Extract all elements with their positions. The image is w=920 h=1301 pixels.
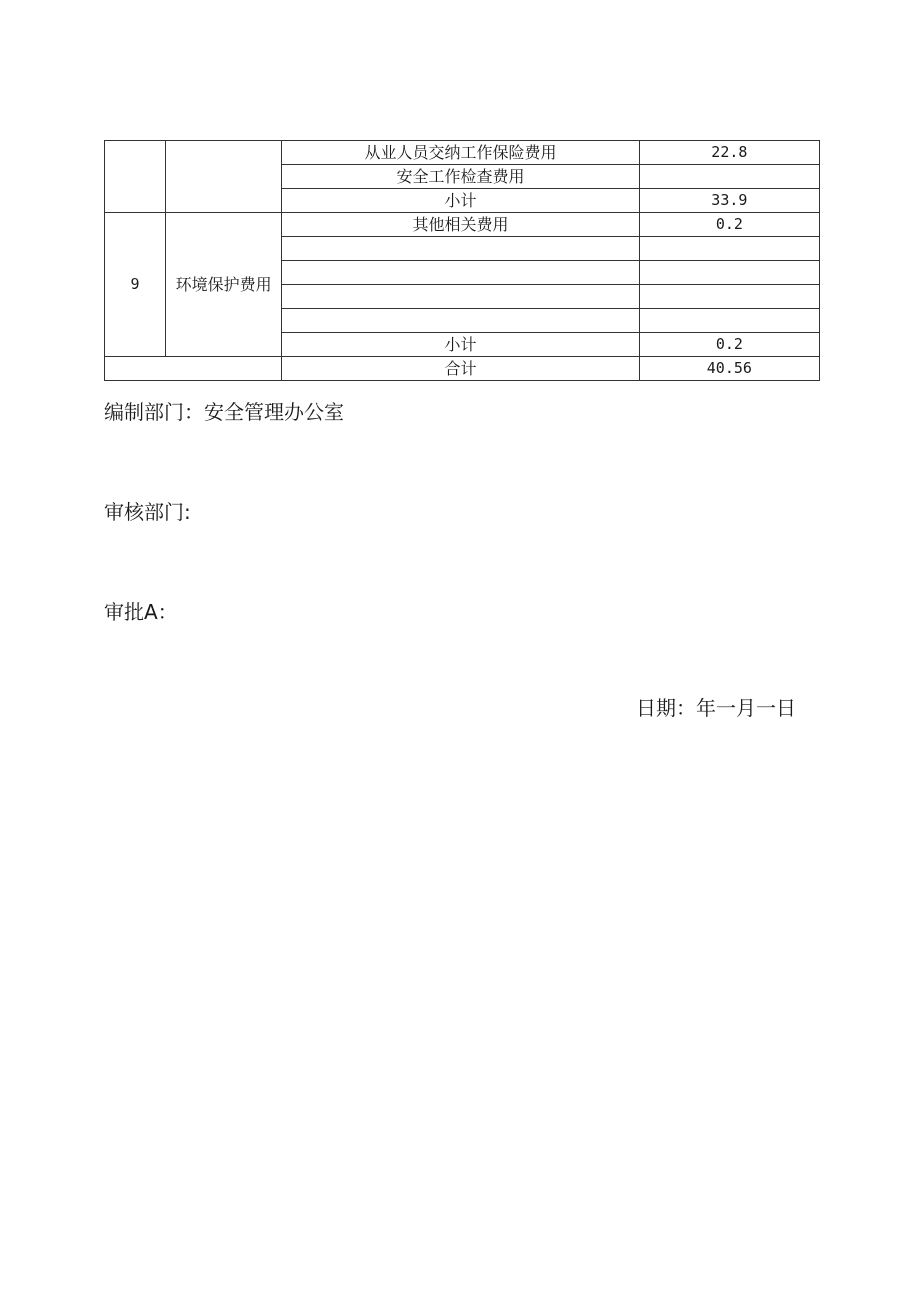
subtotal-label: 小计 [282,189,640,213]
item-amount-cell: 0.2 [639,213,819,237]
item-amount-cell [639,285,819,309]
prepared-by-dept: 编制部门：安全管理办公室 [104,400,344,424]
item-name-cell [282,261,640,285]
subtotal-label: 小计 [282,333,640,357]
table-row [105,141,820,165]
item-name-cell: 从业人员交纳工作保险费用 [282,141,640,165]
row-number-cell [105,141,166,213]
total-label: 合计 [282,357,640,381]
item-name-cell [282,237,640,261]
item-amount-cell [639,309,819,333]
cost-table [104,140,820,381]
item-name-cell [282,309,640,333]
category-cell [166,141,282,213]
item-amount-cell: 22.8 [639,141,819,165]
total-amount: 40.56 [639,357,819,381]
item-name-cell: 其他相关费用 [282,213,640,237]
row-number-cell: 9 [105,213,166,357]
item-name-cell [282,285,640,309]
subtotal-amount: 33.9 [639,189,819,213]
total-row [105,357,820,381]
item-amount-cell [639,165,819,189]
item-amount-cell [639,261,819,285]
review-dept: 审核部门: [104,500,191,524]
item-name-cell: 安全工作检查费用 [282,165,640,189]
total-blank-cell [105,357,282,381]
approval-line: 审批A： [104,600,178,624]
category-cell: 环境保护费用 [166,213,282,357]
table-row [105,213,820,237]
date-line: 日期：年一月一日 [636,696,796,720]
subtotal-amount: 0.2 [639,333,819,357]
item-amount-cell [639,237,819,261]
